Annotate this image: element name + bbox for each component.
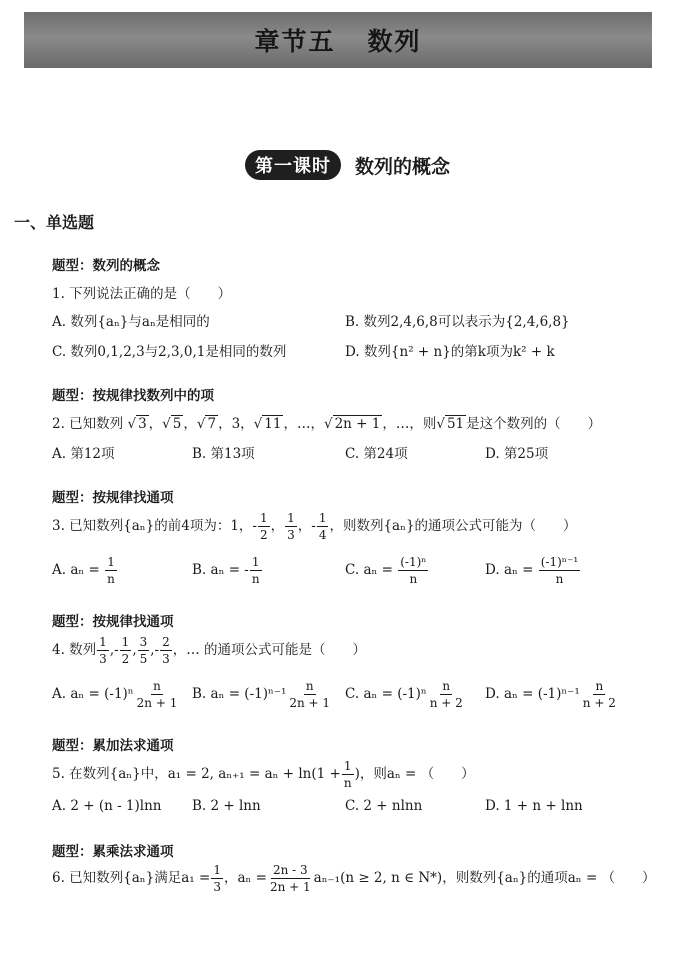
- q4-fracs: $\frac{1}{3}$ ,- $\frac{1}{2}$ , $\frac{3}{5}$ ,- $\frac{2}{3}$: [96, 642, 173, 658]
- q2-option-d: D. 第25项: [485, 446, 549, 462]
- q1-type: 题型：数列的概念: [52, 258, 160, 274]
- q1-option-c: C. 数列0,1,2,3与2,3,0,1是相同的数列: [52, 344, 287, 360]
- q2-stem: 2. 已知数列 √ 3 ，√ 5 ，√ 7 ，3，√ 11 ，…，√ 2n + 1 ，…，则√ 51 是这个数列的（ ）: [52, 416, 602, 432]
- lesson-title: 数列的概念: [354, 155, 450, 178]
- q2-term: √ 2n + 1: [323, 416, 381, 432]
- sequence-fraction: $\frac{1}{3}$: [99, 635, 107, 666]
- q6-type: 题型：累乘法求通项: [52, 844, 174, 860]
- q4-type: 题型：按规律找通项: [52, 614, 174, 630]
- q4-stem: [52, 636, 366, 665]
- q4-stem-post: ，… 的通项公式可能是（ ）: [172, 642, 367, 658]
- q2-term: …: [296, 416, 311, 432]
- q2-type: 题型：按规律找数列中的项: [52, 388, 214, 404]
- q3-option-b: B. aₙ = - $\frac{1}{n}$: [192, 555, 260, 586]
- q4-option-a: A. aₙ = (-1)ⁿ $\frac{n}{2n + 1}$: [52, 679, 178, 710]
- q4-option-c: C. aₙ = (-1)ⁿ $\frac{n}{n + 2}$: [345, 679, 463, 710]
- q2-stem-pre: 2. 已知数列: [52, 416, 124, 432]
- q1-option-d: D. 数列{n² + n}的第k项为k² + k: [345, 344, 555, 360]
- lesson-badge: 第一课时: [245, 150, 341, 180]
- q4-option-d: D. aₙ = (-1)ⁿ⁻¹ $\frac{n}{n + 2}$: [485, 679, 616, 710]
- q2-term: …: [395, 416, 410, 432]
- sequence-fraction: - $\frac{2}{3}$: [154, 635, 170, 666]
- sequence-fraction: $\frac{1}{3}$: [287, 511, 295, 542]
- q2-term: √ 11: [253, 416, 282, 432]
- q4-stem-pre: 4. 数列: [52, 642, 97, 658]
- q2-stem-mid: ，则: [409, 416, 437, 432]
- sequence-fraction: - $\frac{1}{4}$: [311, 511, 327, 542]
- q3-option-c: C. aₙ = $\frac{\text{(-1)ⁿ}}{n}$: [345, 555, 427, 586]
- q1-option-a: A. 数列{aₙ}与aₙ是相同的: [52, 314, 210, 330]
- q2-terms: √ 3 ，√ 5 ，√ 7 ，3，√ 11 ，…，√ 2n + 1 ，…: [127, 416, 410, 432]
- sequence-fraction: - $\frac{1}{2}$: [252, 511, 268, 542]
- q3-fracs: - $\frac{1}{2}$ ， $\frac{1}{3}$ ，- $\frac{1}{4}$: [252, 518, 329, 534]
- q4-option-b: B. aₙ = (-1)ⁿ⁻¹ $\frac{n}{2n + 1}$: [192, 679, 331, 710]
- q2-term: 3: [231, 416, 241, 432]
- q2-option-b: B. 第13项: [192, 446, 255, 462]
- q2-term: √ 7: [196, 416, 217, 432]
- sequence-fraction: $\frac{3}{5}$: [139, 635, 148, 666]
- q2-term: √ 5: [162, 416, 182, 432]
- q1-stem: 1. 下列说法正确的是（ ）: [52, 286, 232, 302]
- q2-option-c: C. 第24项: [345, 446, 408, 462]
- q5-option-a: A. 2 + (n - 1)lnn: [52, 798, 162, 814]
- q6-stem: 6. 已知数列{aₙ}满足a₁ = $\frac{1}{3}$ ，aₙ = $\frac{2n - 3}{2n + 1}$ aₙ₋₁(n ≥ 2, n ∈ N*)，则数列{aₙ}的通项aₙ = （ ）: [52, 863, 656, 894]
- q5-stem: 5. 在数列{aₙ}中，a₁ = 2, aₙ₊₁ = aₙ + ln(1 + $\frac{1}{n}$ )，则aₙ = （ ）: [52, 759, 475, 790]
- sequence-fraction: - $\frac{1}{2}$: [114, 635, 130, 666]
- q2-term: √ 3: [127, 416, 147, 432]
- q3-stem-pre: 3. 已知数列{aₙ}的前4项为：1，: [52, 518, 253, 534]
- q2-target: 51: [446, 416, 465, 432]
- q2-option-a: A. 第12项: [52, 446, 115, 462]
- q5-option-c: C. 2 + nlnn: [345, 798, 423, 814]
- q3-type: 题型：按规律找通项: [52, 490, 174, 506]
- q5-type: 题型：累加法求通项: [52, 738, 174, 754]
- q3-stem: [52, 512, 577, 541]
- lesson-header: [0, 150, 695, 180]
- q3-stem-post: ，则数列{aₙ}的通项公式可能为（ ）: [329, 518, 577, 534]
- q5-option-b: B. 2 + lnn: [192, 798, 261, 814]
- q2-stem-post: 是这个数列的（ ）: [466, 416, 602, 432]
- q3-option-d: D. aₙ = $\frac{\text{(-1)ⁿ⁻¹}}{n}$: [485, 555, 579, 586]
- chapter-banner: [24, 12, 652, 68]
- section-heading: 一、单选题: [14, 213, 95, 232]
- q3-option-a: A. aₙ = $\frac{1}{n}$: [52, 555, 115, 586]
- q1-option-b: B. 数列2,4,6,8可以表示为{2,4,6,8}: [345, 314, 570, 330]
- q5-option-d: D. 1 + n + lnn: [485, 798, 583, 814]
- chapter-title: 章节五 数列: [254, 27, 422, 56]
